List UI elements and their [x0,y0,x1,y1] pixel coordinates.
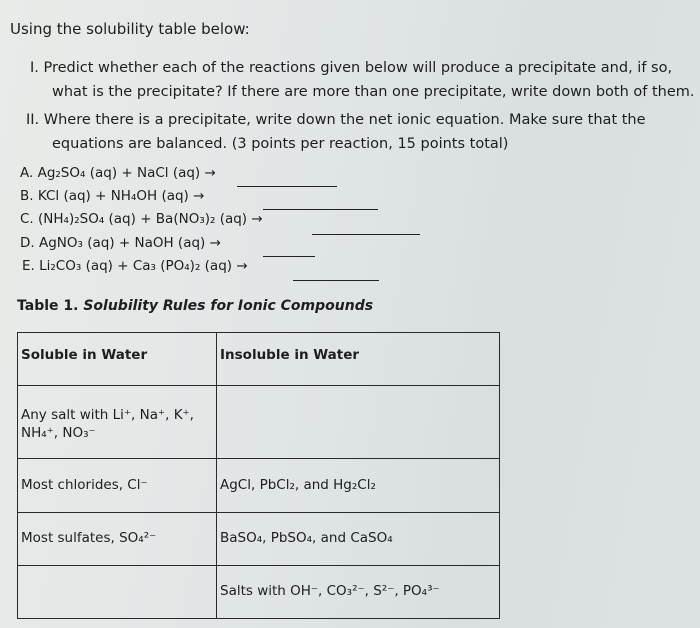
table-row [18,513,500,566]
table-row [18,386,500,459]
answer-blank-c[interactable] [312,234,420,235]
instruction-number: II. [26,112,40,128]
cell-soluble: Most sulfates, SO₄²⁻ [18,513,217,566]
cell-soluble: Most chlorides, Cl⁻ [18,459,217,513]
instruction-line: Predict whether each of the reactions given below will produce a precipitate and, if so, [43,60,673,76]
cell-insoluble: AgCl, PbCl₂, and Hg₂Cl₂ [217,459,500,513]
reaction-b: B. KCl (aq) + NH₄OH (aq) → [20,188,205,204]
table-row [18,459,500,513]
table-row [18,566,500,619]
table-title: Table 1. Solubility Rules for Ionic Compounds [17,298,374,314]
answer-blank-b[interactable] [263,209,378,210]
header-soluble: Soluble in Water [18,333,217,386]
instruction-line: Where there is a precipitate, write down the net ionic equation. Make sure that the [43,112,646,128]
reaction-e: E. Li₂CO₃ (aq) + Ca₃ (PO₄)₂ (aq) → [22,258,248,274]
cell-insoluble: BaSO₄, PbSO₄, and CaSO₄ [217,513,500,566]
solubility-table [17,332,500,619]
header-insoluble: Insoluble in Water [217,333,500,386]
reaction-d: D. AgNO₃ (aq) + NaOH (aq) → [20,235,221,251]
table-header-row [18,333,500,386]
instruction-number: I. [30,60,39,76]
cell-soluble: Any salt with Li⁺, Na⁺, K⁺, NH₄⁺, NO₃⁻ [18,386,217,459]
answer-blank-a[interactable] [237,186,337,187]
cell-insoluble: Salts with OH⁻, CO₃²⁻, S²⁻, PO₄³⁻ [217,566,500,619]
answer-blank-e[interactable] [293,280,379,281]
intro-text: Using the solubility table below: [10,20,250,38]
reaction-a: A. Ag₂SO₄ (aq) + NaCl (aq) → [20,165,216,181]
instruction-line: equations are balanced. (3 points per reaction, 15 points total) [52,136,509,152]
answer-blank-d[interactable] [263,256,315,257]
instruction-2 [26,108,646,156]
instruction-1 [30,56,695,104]
cell-insoluble [217,386,500,459]
reaction-c: C. (NH₄)₂SO₄ (aq) + Ba(NO₃)₂ (aq) → [20,211,263,227]
cell-soluble [18,566,217,619]
instruction-line: what is the precipitate? If there are more than one precipitate, write down both of them. [52,84,695,100]
